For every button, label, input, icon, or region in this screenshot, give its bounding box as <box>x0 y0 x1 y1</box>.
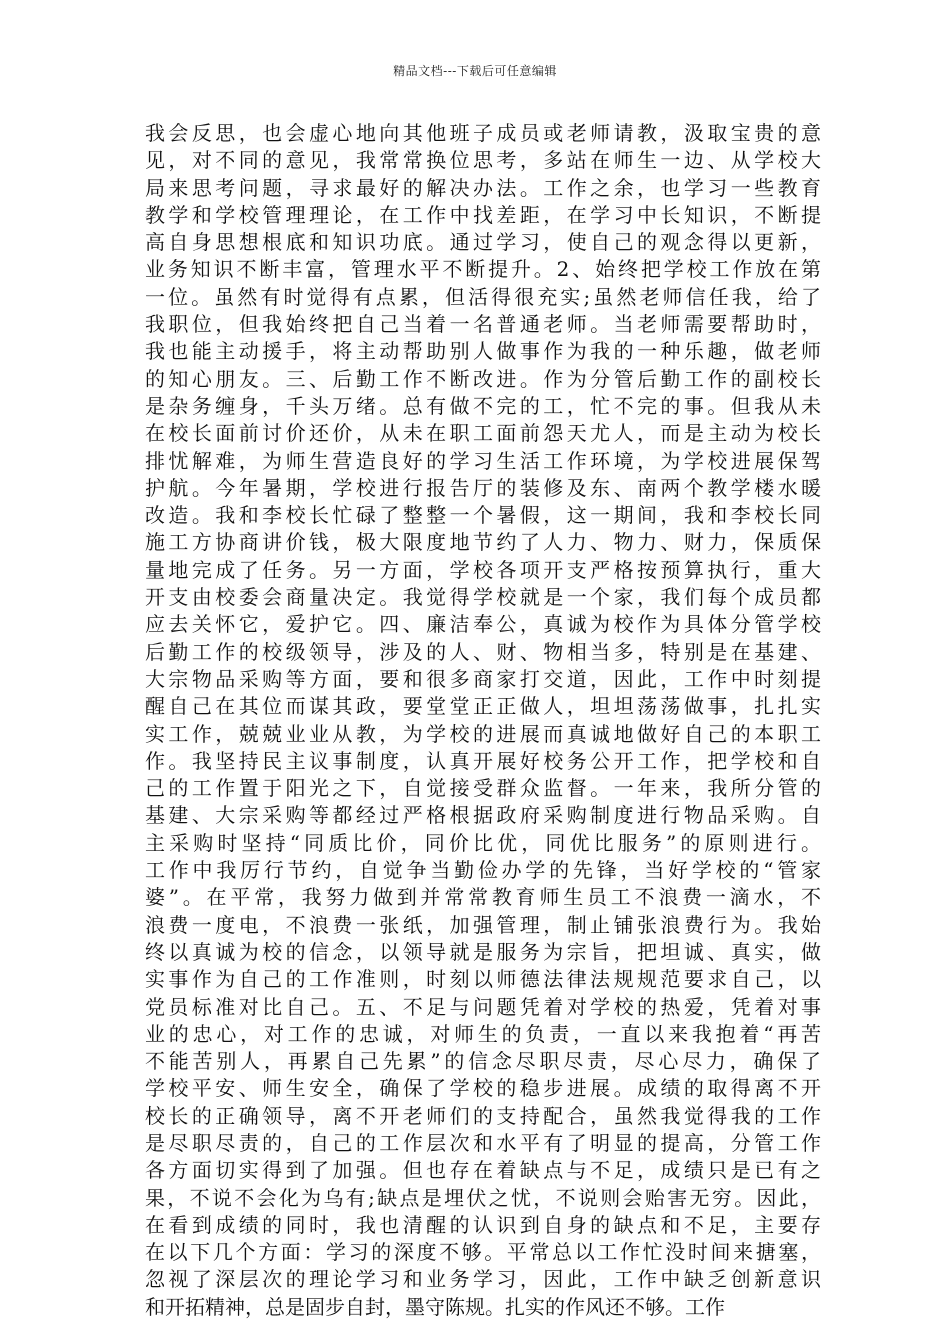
text-line: 在看到成绩的同时，我也清醒的认识到自身的缺点和不足，主要存 <box>145 1212 821 1237</box>
text-line: 排忧解难，为师生营造良好的学习生活工作环境，为学校进展保驾 <box>145 448 821 473</box>
text-line: 不能苦别人，再累自己先累”的信念尽职尽责，尽心尽力，确保了 <box>145 1049 821 1074</box>
text-line: 主采购时坚持“同质比价，同价比优，同优比服务”的原则进行。 <box>145 830 821 855</box>
text-line: 工作中我厉行节约，自觉争当勤俭办学的先锋，当好学校的“管家 <box>145 858 821 883</box>
text-line: 教学和学校管理理论，在工作中找差距，在学习中长知识，不断提 <box>145 202 821 227</box>
text-line: 终以真诚为校的信念，以领导就是服务为宗旨，把坦诚、真实，做 <box>145 939 821 964</box>
text-line: 一位。虽然有时觉得有点累，但活得很充实;虽然老师信任我，给了 <box>145 284 821 309</box>
text-line: 在校长面前讨价还价，从未在职工面前怨天尤人，而是主动为校长 <box>145 421 821 446</box>
text-line: 护航。今年暑期，学校进行报告厅的装修及东、南两个教学楼水暖 <box>145 475 821 500</box>
text-line: 醒自己在其位而谋其政，要堂堂正正做人，坦坦荡荡做事，扎扎实 <box>145 694 821 719</box>
text-line: 学校平安、师生安全，确保了学校的稳步进展。成绩的取得离不开 <box>145 1076 821 1101</box>
text-line: 业的忠心，对工作的忠诚，对师生的负责，一直以来我抱着“再苦 <box>145 1021 821 1046</box>
text-line: 是尽职尽责的，自己的工作层次和水平有了明显的提高，分管工作 <box>145 1130 821 1155</box>
text-line: 作。我坚持民主议事制度，认真开展好校务公开工作，把学校和自 <box>145 748 821 773</box>
text-line: 婆”。在平常，我努力做到并常常教育师生员工不浪费一滴水，不 <box>145 885 821 910</box>
text-line: 各方面切实得到了加强。但也存在着缺点与不足，成绩只是已有之 <box>145 1158 821 1183</box>
document-body <box>145 120 821 1321</box>
text-line: 是杂务缠身，千头万绪。总有做不完的工，忙不完的事。但我从未 <box>145 393 821 418</box>
text-line: 己的工作置于阳光之下，自觉接受群众监督。一年来，我所分管的 <box>145 776 821 801</box>
text-line: 在以下几个方面：学习的深度不够。平常总以工作忙没时间来搪塞， <box>145 1240 821 1265</box>
text-line: 浪费一度电，不浪费一张纸，加强管理，制止铺张浪费行为。我始 <box>145 912 821 937</box>
text-line: 后勤工作的校级领导，涉及的人、财、物相当多，特别是在基建、 <box>145 639 821 664</box>
text-line: 局来思考问题，寻求最好的解决办法。工作之余，也学习一些教育 <box>145 175 821 200</box>
text-line: 开支由校委会商量决定。我觉得学校就是一个家，我们每个成员都 <box>145 585 821 610</box>
text-line: 基建、大宗采购等都经过严格根据政府采购制度进行物品采购。自 <box>145 803 821 828</box>
page-header: 精品文档---下载后可任意编辑 <box>393 64 557 78</box>
text-line: 党员标准对比自己。五、不足与问题凭着对学校的热爱，凭着对事 <box>145 994 821 1019</box>
text-line: 高自身思想根底和知识功底。通过学习，使自己的观念得以更新， <box>145 230 821 255</box>
text-line: 业务知识不断丰富，管理水平不断提升。2、始终把学校工作放在第 <box>145 257 821 282</box>
text-line: 忽视了深层次的理论学习和业务学习，因此，工作中缺乏创新意识 <box>145 1267 821 1292</box>
text-line: 我职位，但我始终把自己当着一名普通老师。当老师需要帮助时， <box>145 312 821 337</box>
text-line: 见，对不同的意见，我常常换位思考，多站在师生一边、从学校大 <box>145 148 821 173</box>
text-line: 我会反思，也会虚心地向其他班子成员或老师请教，汲取宝贵的意 <box>145 121 821 145</box>
text-line: 应去关怀它，爱护它。四、廉洁奉公，真诚为校作为具体分管学校 <box>145 612 821 637</box>
text-line: 量地完成了任务。另一方面，学校各项开支严格按预算执行，重大 <box>145 557 821 582</box>
text-line: 我也能主动援手，将主动帮助别人做事作为我的一种乐趣，做老师 <box>145 339 821 364</box>
text-line: 实事作为自己的工作准则，时刻以师德法律法规规范要求自己，以 <box>145 967 821 992</box>
text-line: 的知心朋友。三、后勤工作不断改进。作为分管后勤工作的副校长 <box>145 366 821 391</box>
text-line: 施工方协商讲价钱，极大限度地节约了人力、物力、财力，保质保 <box>145 530 821 555</box>
text-line: 和开拓精神，总是固步自封，墨守陈规。扎实的作风还不够。工作 <box>145 1294 725 1319</box>
text-line: 果，不说不会化为乌有;缺点是埋伏之忧，不说则会贻害无穷。因此， <box>145 1185 821 1210</box>
text-line: 改造。我和李校长忙碌了整整一个暑假，这一期间，我和李校长同 <box>145 503 821 528</box>
text-line: 大宗物品采购等方面，要和很多商家打交道，因此，工作中时刻提 <box>145 666 821 691</box>
text-line: 校长的正确领导，离不开老师们的支持配合，虽然我觉得我的工作 <box>145 1103 821 1128</box>
text-line: 实工作，兢兢业业从教，为学校的进展而真诚地做好自己的本职工 <box>145 721 821 746</box>
